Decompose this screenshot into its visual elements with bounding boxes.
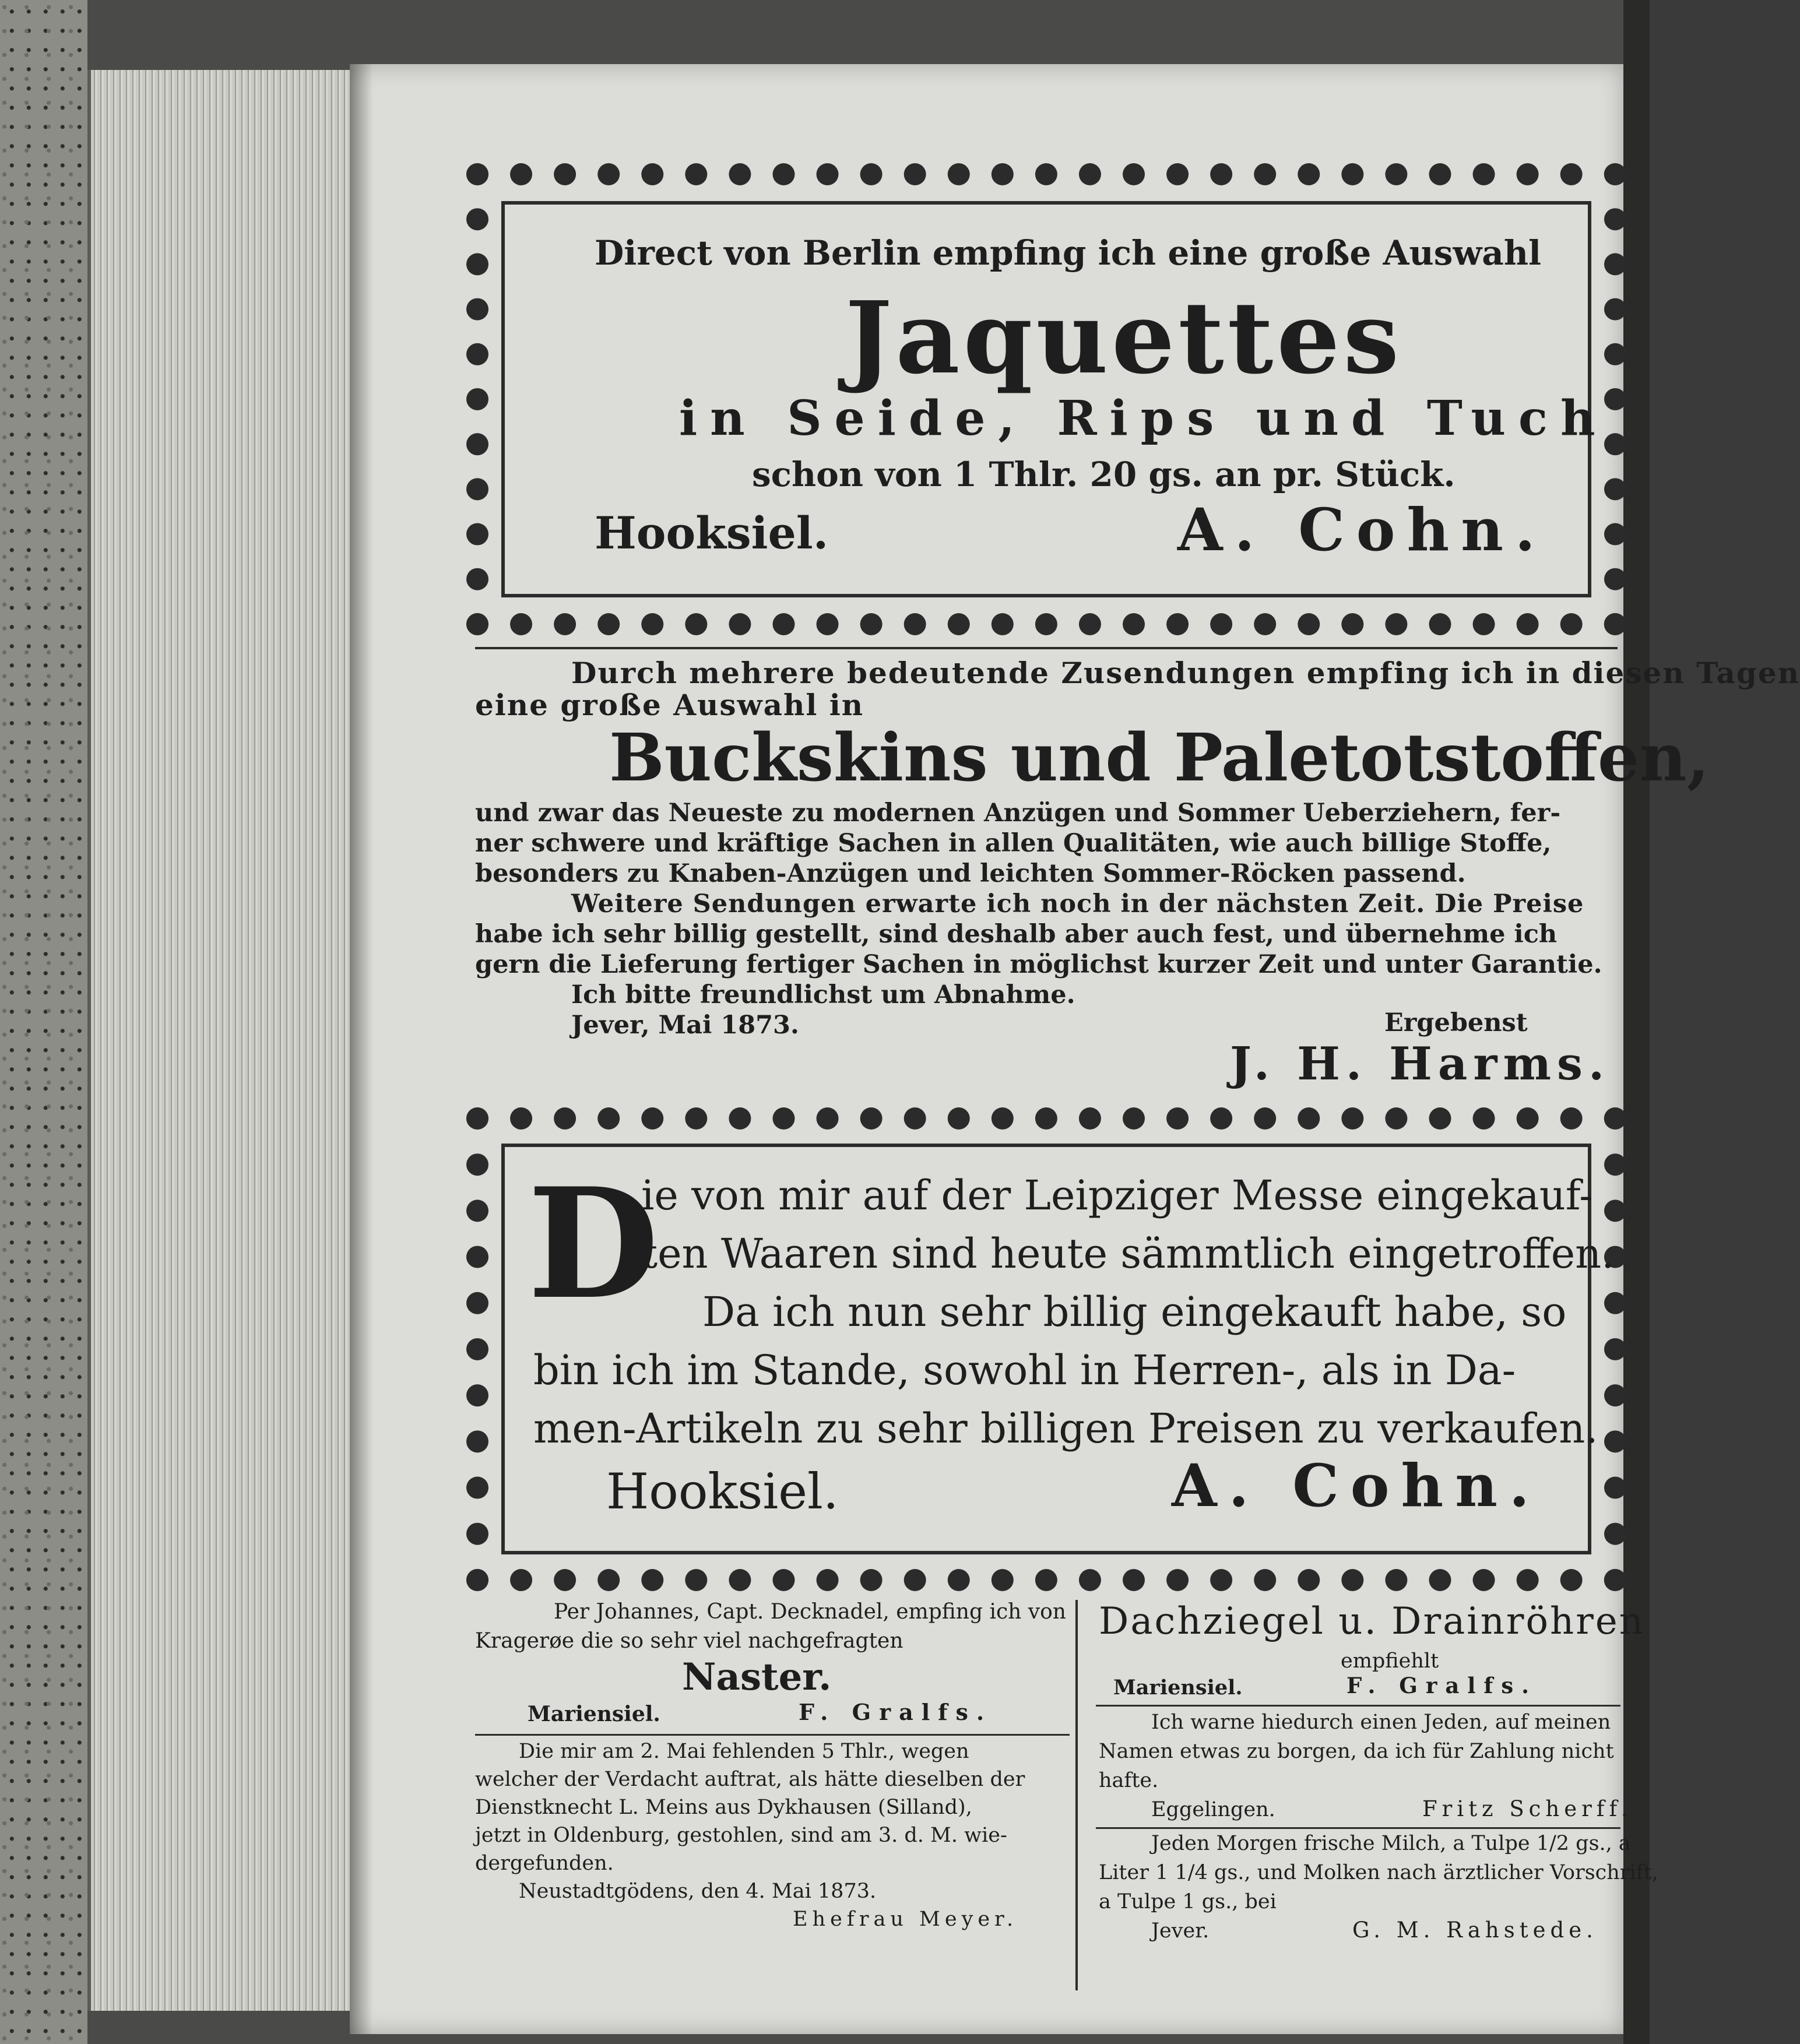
- ad4-place: Mariensiel.: [528, 1702, 660, 1726]
- ad1-headline: Jaquettes: [845, 280, 1403, 396]
- ad5-place: Mariensiel.: [1113, 1676, 1243, 1700]
- ad8-merchant: G. M. Rahstede.: [1352, 1918, 1598, 1943]
- ad4-merchant: F. Gralfs.: [799, 1699, 993, 1725]
- ad3-line: ten Waaren sind heute sämmtlich eingetroffen.: [641, 1230, 1615, 1278]
- ad1-intro: Direct von Berlin empfing ich eine große Auswahl: [595, 233, 1542, 273]
- ad6-dateline: Neustadtgödens, den 4. Mai 1873.: [519, 1880, 877, 1903]
- ad5-merchant: F. Gralfs.: [1347, 1673, 1538, 1698]
- divider: [475, 1734, 1070, 1736]
- gutter-shadow: [350, 64, 373, 2034]
- ad2-dateline: Jever, Mai 1873.: [571, 1011, 799, 1040]
- facing-page-edge: [1623, 0, 1650, 2044]
- ad8-place: Jever.: [1151, 1919, 1210, 1943]
- ad3-line: Da ich nun sehr billig eingekauft habe, so: [702, 1288, 1567, 1336]
- ad8-line: a Tulpe 1 gs., bei: [1099, 1890, 1277, 1913]
- ad2-merchant: J. H. Harms.: [1230, 1037, 1611, 1090]
- ad1-place: Hooksiel.: [595, 507, 829, 559]
- ad4-product: Naster.: [682, 1655, 832, 1699]
- ad2-body-line: besonders zu Knaben-Anzügen und leichten Sommer-Röcken passend.: [475, 859, 1466, 888]
- ad1-materials: in Seide, Rips und Tuch: [679, 390, 1608, 446]
- ad7-place: Eggelingen.: [1151, 1798, 1275, 1821]
- ad3-line: ie von mir auf der Leipziger Messe eingekauf-: [641, 1171, 1593, 1219]
- ad2-closing: Ergebenst: [1384, 1008, 1528, 1037]
- ad3-dropcap: D: [528, 1155, 659, 1333]
- ad8-line: Jeden Morgen frische Milch, a Tulpe 1/2 gs., a: [1151, 1832, 1631, 1855]
- ad6-line: dergefunden.: [475, 1852, 614, 1875]
- ad1-price: schon von 1 Thlr. 20 gs. an pr. Stück.: [752, 455, 1456, 494]
- ad2-body-line: ner schwere und kräftige Sachen in allen Qualitäten, wie auch billige Stoffe,: [475, 829, 1552, 858]
- ad6-line: jetzt in Oldenburg, gestohlen, sind am 3. d. M. wie-: [475, 1824, 1007, 1847]
- ad2-headline: Buckskins und Paletotstoffen,: [609, 720, 1710, 796]
- ad7-line: Namen etwas zu borgen, da ich für Zahlung nicht: [1099, 1740, 1614, 1763]
- column-divider: [1075, 1600, 1078, 1990]
- ad3-line: men-Artikeln zu sehr billigen Preisen zu verkaufen.: [533, 1405, 1598, 1452]
- ad3-place: Hooksiel.: [606, 1463, 839, 1520]
- ad6-signer: Ehefrau Meyer.: [793, 1908, 1018, 1931]
- ad2-line2: eine große Auswahl in: [475, 688, 864, 722]
- ad4-line: Kragerøe die so sehr viel nachgefragten: [475, 1629, 903, 1653]
- ad4-line: Per Johannes, Capt. Decknadel, empfing ich von: [554, 1600, 1066, 1624]
- ad5-sub: empfiehlt: [1341, 1649, 1439, 1673]
- divider: [1096, 1705, 1620, 1707]
- ad2-line1: Durch mehrere bedeutende Zusendungen empfing ich in diesen Tagen: [571, 656, 1800, 690]
- ad2-body-line: habe ich sehr billig gestellt, sind deshalb aber auch fest, und übernehme ich: [475, 920, 1558, 949]
- ad2-body-line: Weitere Sendungen erwarte ich noch in der nächsten Zeit. Die Preise: [571, 889, 1584, 919]
- ad3-merchant: A. Cohn.: [1172, 1451, 1541, 1520]
- ad1-merchant: A. Cohn.: [1177, 495, 1547, 564]
- ad2-body-line: und zwar das Neueste zu modernen Anzügen und Sommer Ueberziehern, fer-: [475, 798, 1561, 828]
- ad8-line: Liter 1 1/4 gs., und Molken nach ärztlicher Vorschrift,: [1099, 1861, 1658, 1884]
- ad6-line: welcher der Verdacht auftrat, als hätte dieselben der: [475, 1768, 1025, 1791]
- desk-surface: [0, 0, 87, 2044]
- ad2-body-line: gern die Lieferung fertiger Sachen in möglichst kurzer Zeit und unter Garantie.: [475, 950, 1602, 979]
- divider: [1096, 1827, 1620, 1829]
- ad6-line: Die mir am 2. Mai fehlenden 5 Thlr., wegen: [519, 1740, 969, 1763]
- divider: [475, 647, 1618, 649]
- book-page-edges: [87, 70, 359, 2011]
- ad3-line: bin ich im Stande, sowohl in Herren-, als in Da-: [533, 1346, 1516, 1394]
- ad2-body-line: Ich bitte freundlichst um Abnahme.: [571, 980, 1075, 1009]
- ad7-signer: Fritz Scherff.: [1422, 1796, 1633, 1821]
- ad7-line: hafte.: [1099, 1769, 1159, 1792]
- ad5-headline: Dachziegel u. Drainröhren: [1099, 1600, 1645, 1643]
- ad6-line: Dienstknecht L. Meins aus Dykhausen (Silland),: [475, 1796, 972, 1819]
- ad7-line: Ich warne hiedurch einen Jeden, auf meinen: [1151, 1711, 1611, 1734]
